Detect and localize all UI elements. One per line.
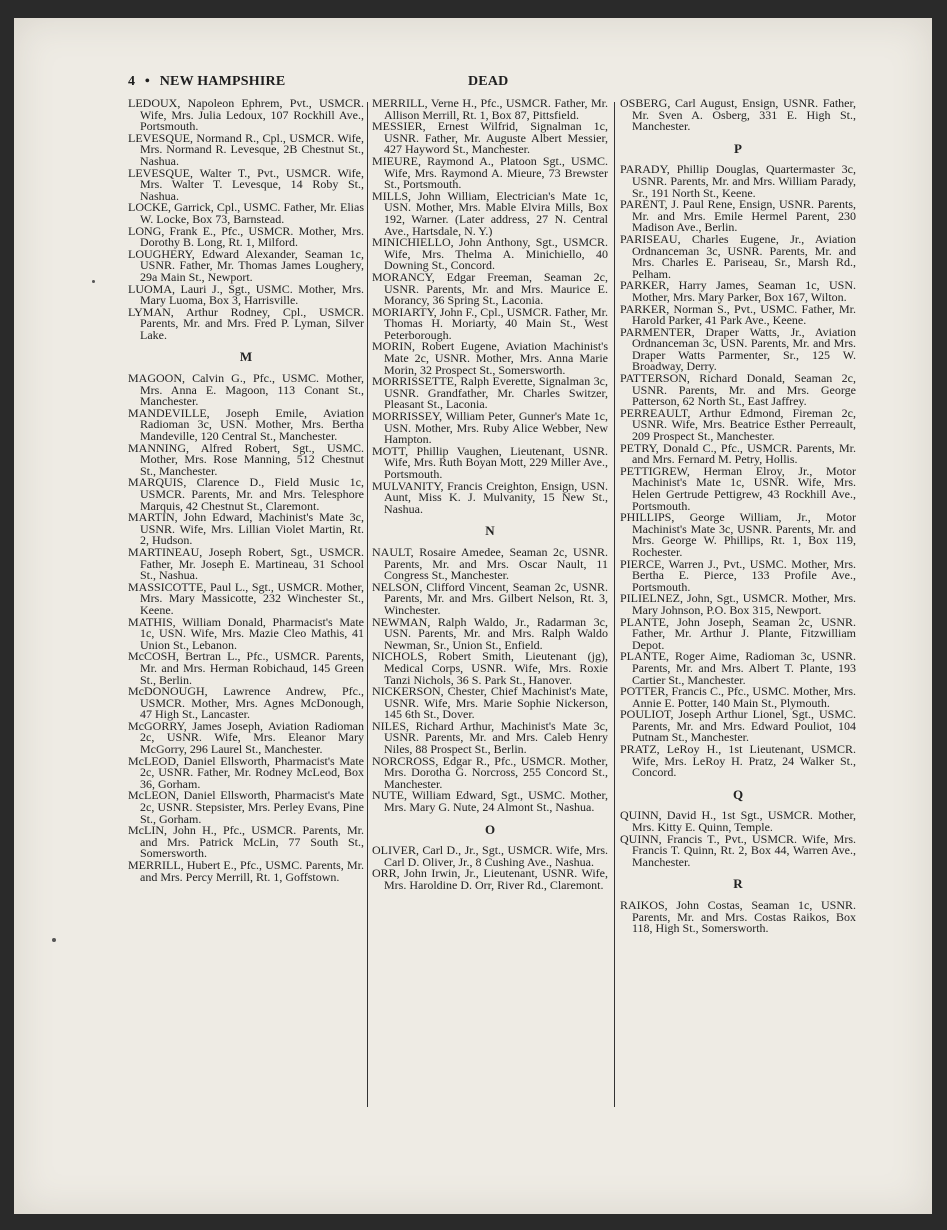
casualty-entry: MARTIN, John Edward, Machinist's Mate 3c, USNR. Wife, Mrs. Lillian Violet Martin, Rt. 2, Hudson.: [128, 510, 364, 548]
section-letter: M: [239, 349, 253, 365]
casualty-entry: PETRY, Donald C., Pfc., USMCR. Parents, Mr. and Mrs. Fernard M. Petry, Hollis.: [620, 440, 856, 467]
section-letter: Q: [732, 786, 744, 802]
casualty-entry: POTTER, Francis C., Pfc., USMC. Mother, Mrs. Annie E. Potter, 140 Main St., Plymouth.: [620, 684, 856, 710]
casualty-entry: MAGOON, Calvin G., Pfc., USMC. Mother, Mrs. Anna E. Magoon, 113 Conant St., Manchester.: [128, 371, 364, 409]
casualty-entry: OSBERG, Carl August, Ensign, USNR. Father, Mr. Sven A. Osberg, 331 E. High St., Manchester.: [620, 96, 856, 134]
casualty-entry: MERRILL, Verne H., Pfc., USMCR. Father, Mr. Allison Merrill, Rt. 1, Box 87, Pittsfield.: [372, 96, 608, 122]
casualty-entry: MINICHIELLO, John Anthony, Sgt., USMCR. Wife, Mrs. Thelma A. Minichiello, 40 Downing St., Concord.: [372, 235, 608, 273]
casualty-entry: MORIARTY, John F., Cpl., USMCR. Father, Mr. Thomas H. Moriarty, 40 Main St., West Peterborough.: [372, 304, 608, 342]
section-letter: N: [485, 523, 495, 539]
column-right: [620, 98, 856, 935]
header-bullet: •: [144, 74, 151, 89]
casualty-entry: LEVESQUE, Walter T., Pvt., USMCR. Wife, Mrs. Walter T. Levesque, 14 Roby St., Nashua.: [128, 165, 364, 203]
casualty-entry: PARMENTER, Draper Watts, Jr., Aviation Ordnanceman 3c, USN. Parents, Mr. and Mrs. Draper Watts Parmenter, Sr., 125 W. Broadway, Derry.: [620, 324, 856, 374]
casualty-entry: PLANTE, Roger Aime, Radioman 3c, USNR. Parents, Mr. and Mrs. Albert T. Plante, 193 Cartier St., Manchester.: [620, 649, 856, 687]
casualty-entry: MESSIER, Ernest Wilfrid, Signalman 1c, USNR. Father, Mr. Auguste Albert Messier, 427 Hayword St., Manchester.: [372, 119, 608, 157]
section-letter: R: [733, 876, 743, 892]
casualty-entry: ORR, John Irwin, Jr., Lieutenant, USNR. Wife, Mrs. Haroldine D. Orr, River Rd., Claremont.: [372, 866, 608, 892]
section-letter: P: [734, 140, 742, 156]
casualty-entry: PHILLIPS, George William, Jr., Motor Machinist's Mate 3c, USNR. Parents, Mr. and Mrs. George W. Phillips, Rt. 1, Box 119, Rochester.: [620, 510, 856, 559]
casualty-entry: RAIKOS, John Costas, Seaman 1c, USNR. Parents, Mr. and Mrs. Costas Raikos, Box 118, High St., Somersworth.: [620, 898, 856, 936]
casualty-entry: NELSON, Clifford Vincent, Seaman 2c, USNR. Parents, Mr. and Mrs. Gilbert Nelson, Rt. 3, Winchester.: [372, 579, 608, 617]
page-number: 4: [128, 74, 136, 89]
casualty-entry: PATTERSON, Richard Donald, Seaman 2c, USNR. Parents, Mr. and Mrs. George Patterson, 62 North St., East Jaffrey.: [620, 371, 856, 409]
casualty-entry: OLIVER, Carl D., Jr., Sgt., USMCR. Wife, Mrs. Carl D. Oliver, Jr., 8 Cushing Ave., Nashua.: [372, 843, 608, 869]
casualty-entry: MORRISSETTE, Ralph Everette, Signalman 3c, USNR. Grandfather, Mr. Charles Switzer, Pleasant St., Laconia.: [372, 374, 608, 412]
casualty-entry: PARKER, Harry James, Seaman 1c, USN. Mother, Mrs. Mary Parker, Box 167, Wilton.: [620, 278, 856, 304]
casualty-entry: PILIELNEZ, John, Sgt., USMCR. Mother, Mrs. Mary Johnson, P.O. Box 315, Newport.: [620, 591, 856, 617]
casualty-entry: PARKER, Norman S., Pvt., USMC. Father, Mr. Harold Parker, 41 Park Ave., Keene.: [620, 301, 856, 328]
casualty-entry: PARADY, Phillip Douglas, Quartermaster 3c, USNR. Parents, Mr. and Mrs. William Parady, Sr., 191 North St., Keene.: [620, 162, 856, 200]
casualty-entry: MOTT, Phillip Vaughen, Lieutenant, USNR. Wife, Mrs. Ruth Boyan Mott, 229 Miller Ave., Portsmouth.: [372, 443, 608, 481]
casualty-entry: NICHOLS, Robert Smith, Lieutenant (jg), Medical Corps, USNR. Wife, Mrs. Roxie Tanzi Nichols, 36 S. Park St., Hanover.: [372, 649, 608, 687]
section-title: DEAD: [468, 74, 509, 89]
column-divider-right: [614, 102, 615, 1107]
casualty-entry: LEDOUX, Napoleon Ephrem, Pvt., USMCR. Wife, Mrs. Julia Ledoux, 107 Rockhill Ave., Portsmouth.: [128, 96, 364, 134]
casualty-entry: MILLS, John William, Electrician's Mate 1c, USN. Mother, Mrs. Mable Elvira Mills, Box 192, Warner. (Later address, 27 N. Central Ave., Hartsdale, N. Y.): [372, 188, 608, 238]
column-divider-left: [367, 102, 368, 1107]
casualty-entry: McLEON, Daniel Ellsworth, Pharmacist's Mate 2c, USNR. Stepsister, Mrs. Perley Evans, Pine St., Gorham.: [128, 788, 364, 826]
casualty-entry: MORIN, Robert Eugene, Aviation Machinist's Mate 2c, USNR. Mother, Mrs. Anna Marie Morin, 32 Prospect St., Somersworth.: [372, 339, 608, 377]
casualty-entry: LEVESQUE, Normand R., Cpl., USMCR. Wife, Mrs. Normand R. Levesque, 2B Chestnut St., Nashua.: [128, 130, 364, 168]
casualty-entry: McCOSH, Bertran L., Pfc., USMCR. Parents, Mr. and Mrs. Herman Robichaud, 145 Green St., Berlin.: [128, 649, 364, 687]
casualty-entry: NUTE, William Edward, Sgt., USMC. Mother, Mrs. Mary G. Nute, 24 Almont St., Nashua.: [372, 788, 608, 815]
casualty-entry: MARQUIS, Clarence D., Field Music 1c, USMCR. Parents, Mr. and Mrs. Telesphore Marquis, 42 Chestnut St., Claremont.: [128, 475, 364, 513]
casualty-entry: NEWMAN, Ralph Waldo, Jr., Radarman 3c, USN. Parents, Mr. and Mrs. Ralph Waldo Newman, Sr., Union St., Enfield.: [372, 614, 608, 652]
casualty-entry: McLIN, John H., Pfc., USMCR. Parents, Mr. and Mrs. Patrick McLin, 77 South St., Somersworth.: [128, 823, 364, 861]
column-left: [128, 98, 364, 883]
casualty-entry: McGORRY, James Joseph, Aviation Radioman 2c, USNR. Wife, Mrs. Eleanor Mary McGorry, 296 Laurel St., Manchester.: [128, 718, 364, 757]
document-page: [14, 18, 932, 1214]
casualty-entry: PERREAULT, Arthur Edmond, Fireman 2c, USNR. Wife, Mrs. Beatrice Esther Perreault, 209 Prospect St., Manchester.: [620, 405, 856, 444]
casualty-entry: PIERCE, Warren J., Pvt., USMC. Mother, Mrs. Bertha E. Pierce, 133 Profile Ave., Portsmouth.: [620, 556, 856, 594]
casualty-entry: LONG, Frank E., Pfc., USMCR. Mother, Mrs. Dorothy B. Long, Rt. 1, Milford.: [128, 223, 364, 250]
casualty-entry: PARISEAU, Charles Eugene, Jr., Aviation Ordnanceman 3c, USNR. Parents, Mr. and Mrs. Charles E. Pariseau, Sr., Marsh Rd., Pelham.: [620, 231, 856, 281]
casualty-entry: LOCKE, Garrick, Cpl., USMC. Father, Mr. Elias W. Locke, Box 73, Barnstead.: [128, 200, 364, 226]
casualty-entry: LYMAN, Arthur Rodney, Cpl., USMCR. Parents, Mr. and Mrs. Fred P. Lyman, Silver Lake.: [128, 304, 364, 342]
casualty-entry: PLANTE, John Joseph, Seaman 2c, USNR. Father, Mr. Arthur J. Plante, Fitzwilliam Depot.: [620, 614, 856, 652]
casualty-entry: PETTIGREW, Herman Elroy, Jr., Motor Machinist's Mate 1c, USNR. Wife, Mrs. Helen Gertrude Pettigrew, 43 Rockhill Ave., Portsmouth.: [620, 463, 856, 513]
casualty-entry: MULVANITY, Francis Creighton, Ensign, USN. Aunt, Miss K. J. Mulvanity, 15 New St., Nashua.: [372, 478, 608, 516]
page-header: [128, 74, 866, 92]
paper-speck: [92, 280, 95, 283]
casualty-entry: NAULT, Rosaire Amedee, Seaman 2c, USNR. Parents, Mr. and Mrs. Oscar Nault, 11 Congress St., Manchester.: [372, 544, 608, 583]
casualty-entry: MATHIS, William Donald, Pharmacist's Mate 1c, USN. Wife, Mrs. Mazie Cleo Mathis, 41 Union St., Lebanon.: [128, 614, 364, 652]
casualty-entry: MANDEVILLE, Joseph Emile, Aviation Radioman 3c, USN. Mother, Mrs. Bertha Mandeville, 120 Central St., Manchester.: [128, 405, 364, 444]
casualty-entry: MARTINEAU, Joseph Robert, Sgt., USMCR. Father, Mr. Joseph E. Martineau, 31 School St., Nashua.: [128, 544, 364, 583]
casualty-entry: NORCROSS, Edgar R., Pfc., USMCR. Mother, Mrs. Dorotha G. Norcross, 255 Concord St., Manchester.: [372, 753, 608, 791]
casualty-entry: PARENT, J. Paul Rene, Ensign, USNR. Parents, Mr. and Mrs. Emile Hermel Parent, 230 Madison Ave., Berlin.: [620, 197, 856, 235]
casualty-entry: MANNING, Alfred Robert, Sgt., USMC. Mother, Mrs. Rose Manning, 512 Chestnut St., Manchester.: [128, 440, 364, 478]
casualty-entry: NICKERSON, Chester, Chief Machinist's Mate, USNR. Wife, Mrs. Marie Sophie Nickerson, 145 6th St., Dover.: [372, 684, 608, 722]
casualty-entry: LUOMA, Lauri J., Sgt., USMC. Mother, Mrs. Mary Luoma, Box 3, Harrisville.: [128, 281, 364, 308]
casualty-entry: QUINN, David H., 1st Sgt., USMCR. Mother, Mrs. Kitty E. Quinn, Temple.: [620, 808, 856, 835]
column-middle: [372, 98, 608, 892]
casualty-entry: LOUGHERY, Edward Alexander, Seaman 1c, USNR. Father, Mr. Thomas James Loughery, 29a Main St., Newport.: [128, 246, 364, 284]
casualty-entry: NILES, Richard Arthur, Machinist's Mate 3c, USNR. Parents, Mr. and Mrs. Caleb Henry Niles, 88 Prospect St., Berlin.: [372, 718, 608, 757]
casualty-entry: MIEURE, Raymond A., Platoon Sgt., USMC. Wife, Mrs. Raymond A. Mieure, 73 Brewster St., Portsmouth.: [372, 153, 608, 192]
casualty-entry: McDONOUGH, Lawrence Andrew, Pfc., USMCR. Mother, Mrs. Agnes McDonough, 47 High St., Lancaster.: [128, 684, 364, 722]
casualty-entry: PRATZ, LeRoy H., 1st Lieutenant, USMCR. Wife, Mrs. LeRoy H. Pratz, 24 Walker St., Concord.: [620, 742, 856, 780]
section-letter: O: [484, 821, 496, 837]
casualty-entry: McLEOD, Daniel Ellsworth, Pharmacist's Mate 2c, USNR. Father, Mr. Rodney McLeod, Box 36, Gorham.: [128, 753, 364, 791]
casualty-entry: POULIOT, Joseph Arthur Lionel, Sgt., USMC. Parents, Mr. and Mrs. Edward Pouliot, 104 Putnam St., Manchester.: [620, 707, 856, 745]
casualty-entry: MORANCY, Edgar Freeman, Seaman 2c, USNR. Parents, Mr. and Mrs. Maurice E. Morancy, 36 Spring St., Laconia.: [372, 269, 608, 308]
casualty-entry: MERRILL, Hubert E., Pfc., USMC. Parents, Mr. and Mrs. Percy Merrill, Rt. 1, Goffstown.: [128, 858, 364, 884]
casualty-entry: QUINN, Francis T., Pvt., USMCR. Wife, Mrs. Francis T. Quinn, Rt. 2, Box 44, Warren Ave., Manchester.: [620, 831, 856, 869]
paper-speck: [52, 938, 56, 942]
state-title: NEW HAMPSHIRE: [159, 74, 286, 89]
casualty-entry: MORRISSEY, William Peter, Gunner's Mate 1c, USN. Mother, Mrs. Ruby Alice Webber, New Hampton.: [372, 409, 608, 447]
casualty-entry: MASSICOTTE, Paul L., Sgt., USMCR. Mother, Mrs. Mary Massicotte, 232 Winchester St., Keene.: [128, 579, 364, 617]
